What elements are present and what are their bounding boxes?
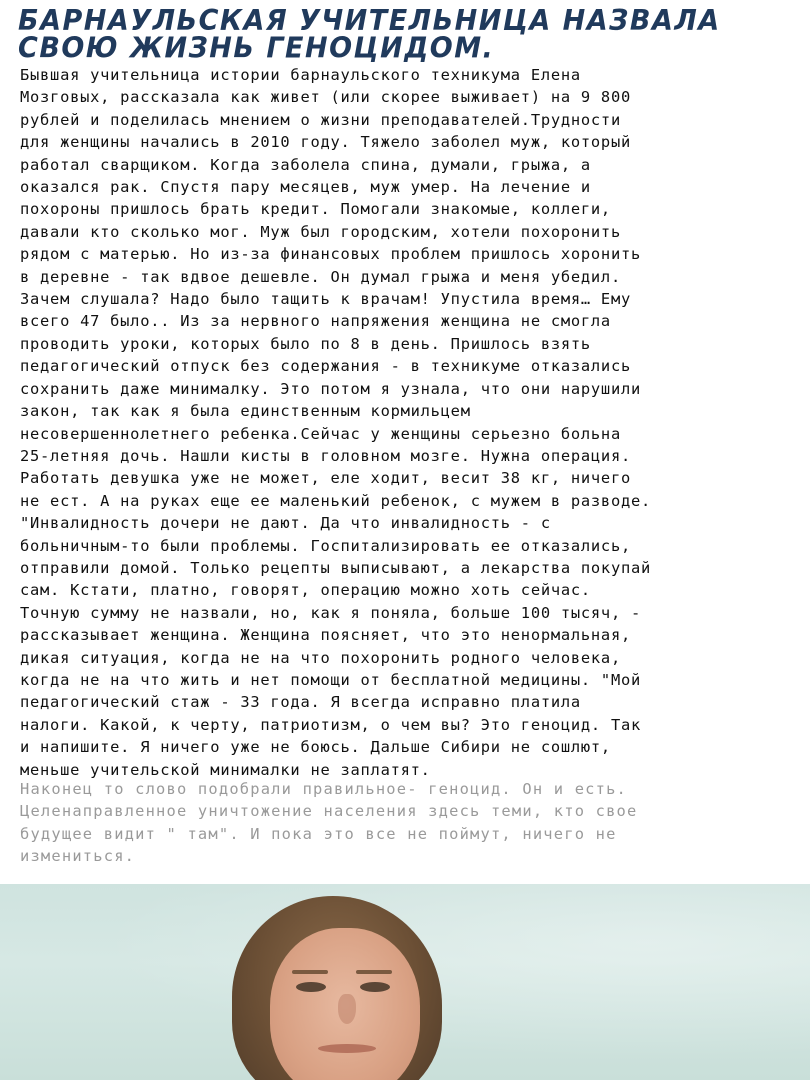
portrait-right-brow bbox=[356, 970, 392, 974]
portrait-mouth bbox=[318, 1044, 376, 1053]
portrait-photo bbox=[0, 884, 810, 1080]
portrait-right-eye bbox=[360, 982, 390, 992]
portrait-nose bbox=[338, 994, 356, 1024]
portrait-left-brow bbox=[292, 970, 328, 974]
article-body: Бывшая учительница истории барнаульского техникума Елена Мозговых, рассказала как живет (или скорее выживает) на 9 800 рублей и поделилась мнением о жизни преподавателей.Трудности для женщины начались в 2010 году. Тяжело заболел муж, который работал сварщиком. Когда заболела спина, думали, грыжа, а оказался рак. Спустя пару месяцев, муж умер. На лечение и похороны пришлось брать кредит. Помогали знакомые, коллеги, давали кто сколько мог. Муж был городским, хотели похоронить рядом с матерью. Но из-за финансовых проблем пришлось хоронить в деревне - так вдвое дешевле. Он думал грыжа и меня убедил. Зачем слушала? Надо было тащить к врачам! Упустила время… Ему всего 47 было.. Из за нервного напряжения женщина не смогла проводить уроки, которых было по 8 в день. Пришлось взять педагогический отпуск без содержания - в техникуме отказались сохранить даже минималку. Это потом я узнала, что они нарушили закон, так как я была единственным кормильцем несовершеннолетнего ребенка.Сейчас у женщины серьезно больна 25-летняя дочь. Нашли кисты в головном мозге. Нужна операция. Работать девушка уже не может, еле ходит, весит 38 кг, ничего не ест. А на руках еще ее маленький ребенок, с мужем в разводе. "Инвалидность дочери не дают. Да что инвалидность - с больничным-то были проблемы. Госпитализировать ее отказались, отправили домой. Только рецепты выписывают, а лекарства покупай сам. Кстати, платно, говорят, операцию можно хоть сейчас. Точную сумму не назвали, но, как я поняла, больше 100 тысяч, - рассказывает женщина. Женщина поясняет, что это ненормальная, дикая ситуация, когда не на что похоронить родного человека, когда не на что жить и нет помощи от бесплатной медицины. "Мой педагогический стаж - 33 года. Я всегда исправно платила налоги. Какой, к черту, патриотизм, о чем вы? Это геноцид. Так и напишите. Я ничего уже не боюсь. Дальше Сибири не сошлют, меньше учительской минималки не заплатят. bbox=[20, 66, 652, 779]
reader-comment: Наконец то слово подобрали правильное- геноцид. Он и есть. Целенаправленное уничтожение населения здесь теми, кто свое будущее видит " там". И пока это все не поймут, ничего не измениться. bbox=[20, 780, 638, 866]
article-headline: БАРНАУЛЬСКАЯ УЧИТЕЛЬНИЦА НАЗВАЛА СВОЮ ЖИЗНЬ ГЕНОЦИДОМ. bbox=[18, 4, 721, 65]
portrait-left-eye bbox=[296, 982, 326, 992]
